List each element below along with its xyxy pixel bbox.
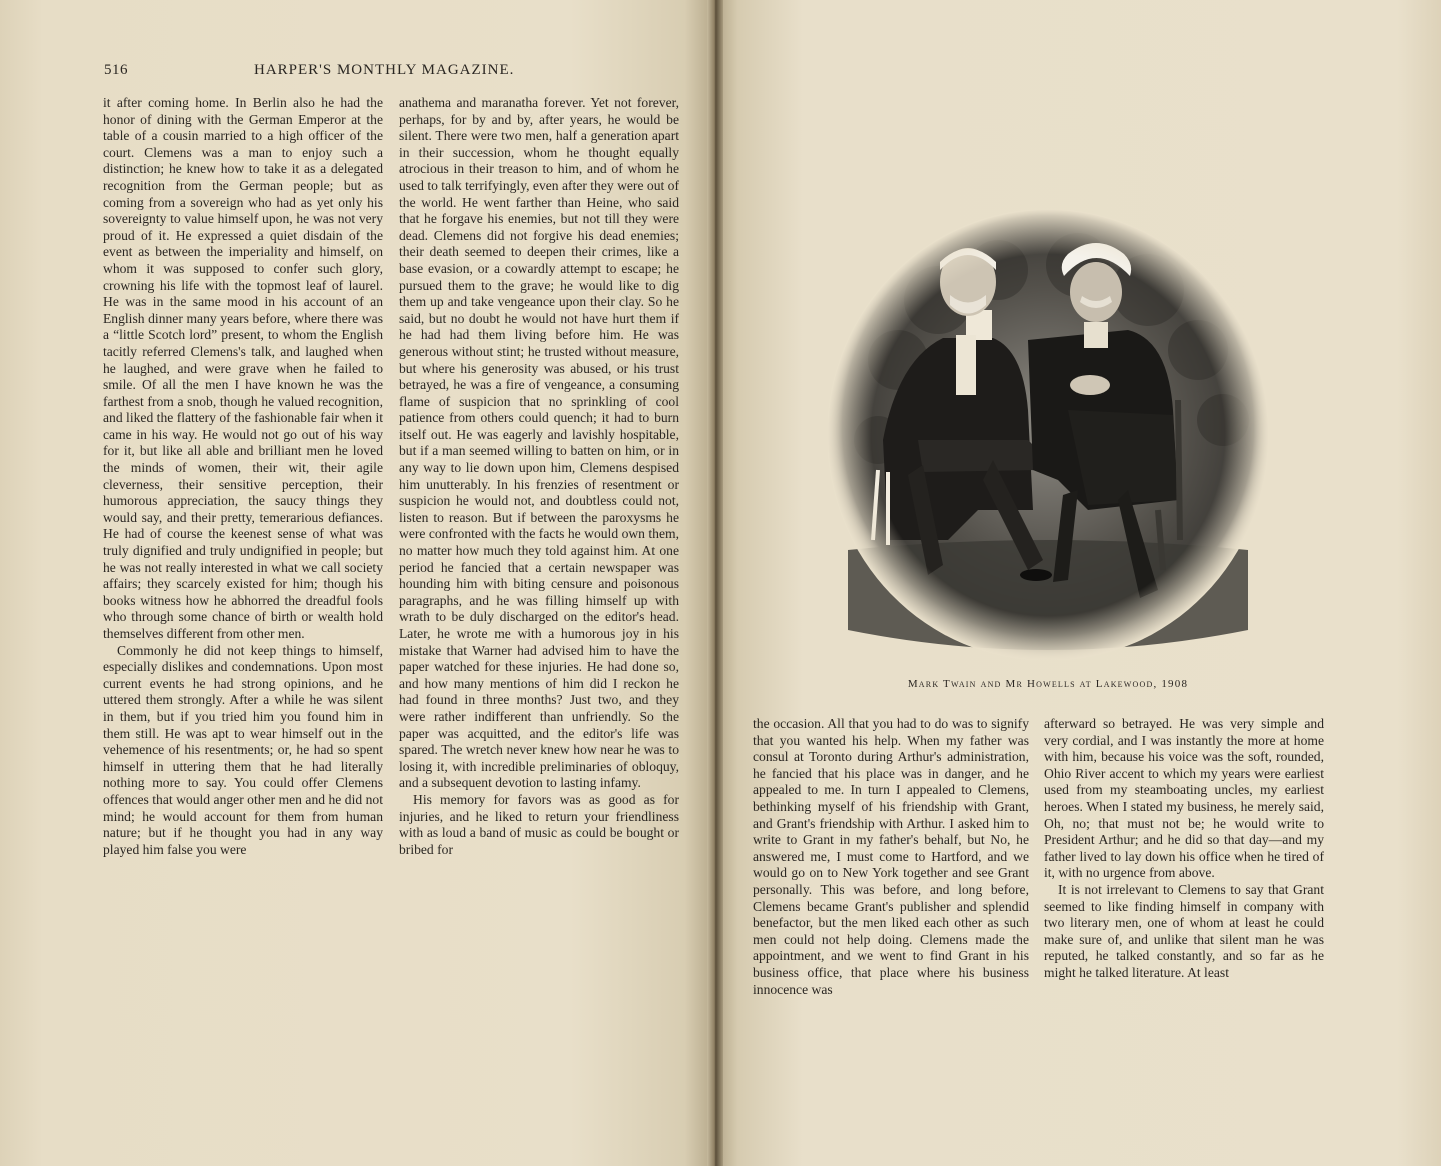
book-gutter <box>707 0 723 1166</box>
magazine-title: HARPER'S MONTHLY MAGAZINE. <box>254 62 515 78</box>
paragraph: It is not irrelevant to Clemens to say that Grant seemed to like finding himself in company with two literary men, one of whom at least he could make sure of, and unlike that silent man he was reputed, he talked constantly, and so far as he might he talked literature. At least <box>1044 881 1324 980</box>
left-page <box>0 0 713 1166</box>
left-column-2 <box>399 95 679 858</box>
page-number: 516 <box>104 62 128 78</box>
paragraph: anathema and maranatha forever. Yet not forever, perhaps, for by and by, after years, he would be silent. There were two men, half a generation apart in their succession, whom he thought equally atrocious in their treason to him, and of whom he used to talk terrifyingly, even after they were out of the world. He went farther than Heine, who said that he forgave his enemies, but not till they were dead. Clemens did not forgive his dead enemies; their death seemed to deepen their crimes, like a base evasion, or a cowardly attempt to escape; he pursued them to the grave; he would like to dig them up and take vengeance upon their clay. So he said, but no doubt he would not have hurt them if he had had them living before him. He was generous without stint; he trusted without measure, but where his generosity was abused, or his trust betrayed, he was a fire of vengeance, a consuming flame of suspicion that no sprinkling of cool patience from others could quench; it had to burn itself out. He was eagerly and lavishly hospitable, but if a man seemed willing to batten on him, or in any way to lie down upon him, Clemens despised him unutterably. In his frenzies of resentment or suspicion he would not, and doubtless could not, listen to reason. But if between the paroxysms he were confronted with the facts he would own them, no matter how much they told against him. At one period he fancied that a certain newspaper was hounding him with biting censure and poisonous paragraphs, and he was filling himself up with wrath to be duly discharged on the editor's head. Later, he wrote me with a humorous joy in his mistake that Warner had advised him to have the paper watched for these injuries. He had done so, and how many mentions of him did I reckon he had found in three months? Just two, and they were rather indifferent than unfriendly. So the paper was acquitted, and the editor's life was spared. The wretch never knew how near he was to losing it, with incredible preliminaries of obloquy, and a subsequent devotion to lasting infamy. <box>399 95 679 791</box>
paragraph: His memory for favors was as good as for injuries, and he liked to return your friendliness with as loud a band of music as could be bought or bribed for <box>399 791 679 857</box>
photograph-twain-howells <box>828 210 1268 660</box>
right-column-2 <box>1044 716 1324 982</box>
paragraph: the occasion. All that you had to do was to signify that you wanted his help. When my father was consul at Toronto during Arthur's administration, he fancied that his place was in danger, and he appealed to me. In turn I appealed to Clemens, bethinking myself of his friendship with Grant, and Grant's friendship with Arthur. I asked him to write to Grant in my father's behalf, but No, he answered me, I must come to Hartford, and we would go on to New York together and see Grant personally. This was before, and long before, Clemens became Grant's publisher and splendid benefactor, but the men liked each other as such men could not help doing. Clemens made the appointment, and we went to find Grant in his business office, that place where his business innocence was <box>753 716 1029 997</box>
paragraph: afterward so betrayed. He was very simple and very cordial, and I was instantly the more at home with him, because his voice was the soft, rounded, Ohio River accent to which my years were earliest used from my steamboating uncles, my earliest heroes. When I stated my business, he merely said, Oh, no; that must not be; he would write to President Arthur; and he did so that day—and my father lived to lay down his office when he tired of it, with no urgence from above. <box>1044 716 1324 881</box>
paragraph: it after coming home. In Berlin also he had the honor of dining with the German Emperor at the table of a cousin married to a high officer of the court. Clemens was a man to enjoy such a distinction; he knew how to take it as a delegated recognition from the German people; but as coming from a sovereign who had as yet only his sovereignty to value himself upon, he was not very proud of it. He expressed a quiet disdain of the event as between the imperiality and himself, on whom it was supposed to confer such glory, crowning his life with the topmost leaf of laurel. He was in the same mood in his account of an English dinner many years before, where there was a “little Scotch lord” present, to whom the English tacitly referred Clemens's talk, and laughed when he laughed, and were grave when he failed to smile. Of all the men I have known he was the farthest from a snob, though he valued recognition, and liked the flattery of the fashionable fair when it came in his way. He would not go out of his way for it, but like all able and brilliant men he loved the minds of women, their wit, their agile cleverness, their sensitive perception, their humorous appreciation, the saucy things they would say, and their pretty, temerarious defiances. He had of course the keenest sense of what was truly dignified and truly undignified in people; but he was not really interested in what we call society affairs; they scarcely existed for him; though his books witness how he abhorred the dreadful fools who through some chance of birth or wealth hold themselves different from other men. <box>103 95 383 641</box>
left-column-1 <box>103 95 383 858</box>
paragraph: Commonly he did not keep things to himself, especially dislikes and condemnations. Upon most current events he had strong opinions, and he uttered them strongly. After a while he was silent in them, but if you tried him you found him in them still. He was apt to wear himself out in the vehemence of his resentments; or, he had so spent himself in uttering them that he had literally nothing more to say. You could offer Clemens offences that would anger other men and he did not mind; he would account for them from human nature; but if he thought you had in any way played him false you were <box>103 642 383 857</box>
running-head <box>104 62 680 82</box>
right-column-1 <box>753 716 1029 998</box>
photo-caption: Mark Twain and Mr Howells at Lakewood, 1908 <box>907 678 1189 690</box>
